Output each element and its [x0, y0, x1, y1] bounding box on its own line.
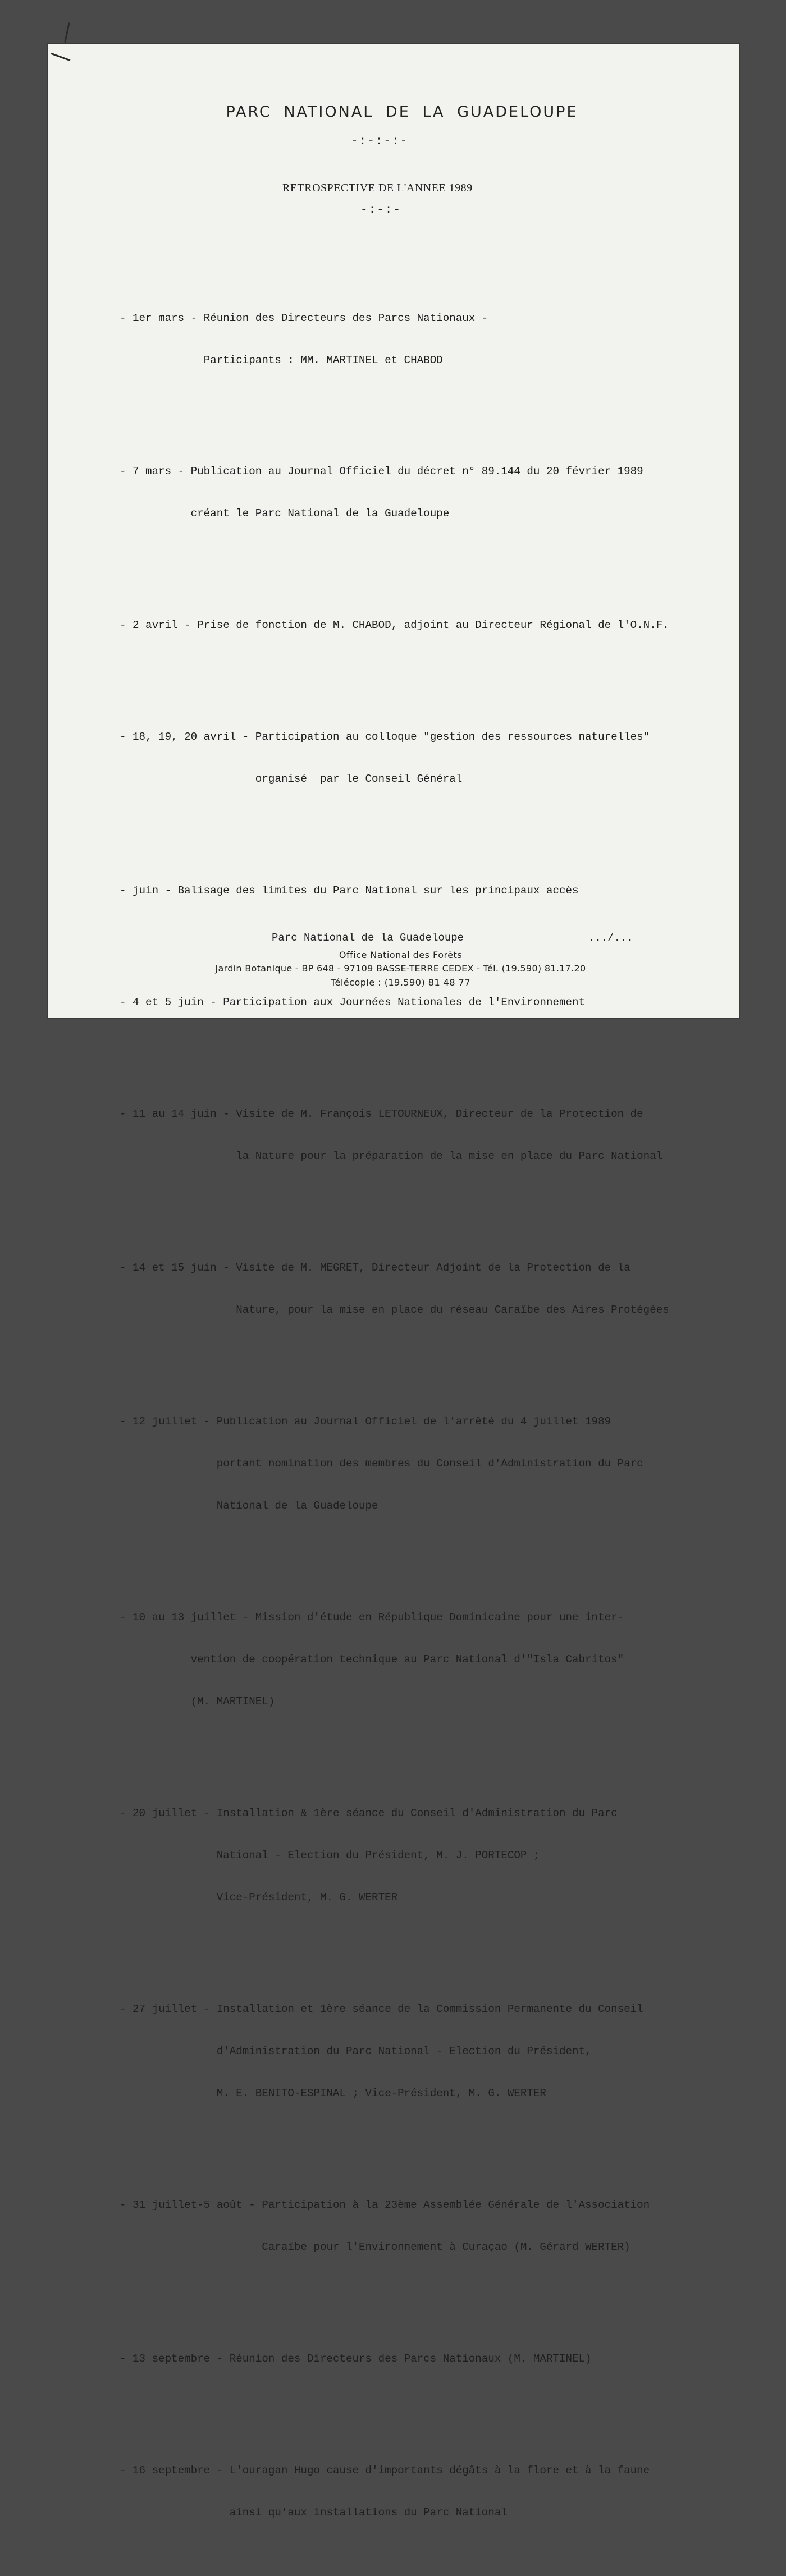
event-line: National de la Guadeloupe	[120, 1500, 378, 1512]
event-entry	[120, 590, 743, 661]
event-line: National - Election du Président, M. J. PORTECOP ;	[120, 1849, 540, 1862]
event-entry	[120, 1779, 743, 1933]
event-line: créant le Parc National de la Guadeloupe	[120, 507, 450, 520]
event-line: organisé par le Conseil Général	[120, 773, 463, 785]
event-entry	[120, 2436, 743, 2548]
event-line: - juin - Balisage des limites du Parc National sur les principaux accès	[120, 884, 579, 897]
footer-organization: Parc National de la Guadeloupe	[272, 932, 464, 944]
separator-bottom: -:-:-	[360, 204, 402, 217]
event-line: - 11 au 14 juin - Visite de M. François LETOURNEUX, Directeur de la Protection de	[120, 1108, 643, 1120]
event-line: Caraïbe pour l'Environnement à Curaçao (M. Gérard WERTER)	[120, 2241, 630, 2253]
footer-fax: Télécopie : (19.590) 81 48 77	[330, 977, 471, 988]
event-entry	[120, 856, 743, 926]
document-page	[48, 44, 739, 2519]
event-line: - 31 juillet-5 août - Participation à la 23ème Assemblée Générale de l'Association	[120, 2199, 650, 2211]
event-line: - 16 septembre - L'ouragan Hugo cause d'importants dégâts à la flore et à la faune	[120, 2464, 650, 2477]
event-line: - 7 mars - Publication au Journal Officiel du décret n° 89.144 du 20 février 1989	[120, 465, 643, 478]
event-line: - 20 juillet - Installation & 1ère séance du Conseil d'Administration du Parc	[120, 1807, 618, 1819]
event-line: (M. MARTINEL)	[120, 1695, 275, 1708]
event-line: - 27 juillet - Installation et 1ère séance de la Commission Permanente du Conseil	[120, 2003, 643, 2015]
event-entry	[120, 2324, 743, 2394]
event-entry	[120, 283, 743, 396]
continuation-marker: .../...	[588, 932, 633, 944]
event-line: Vice-Président, M. G. WERTER	[120, 1891, 398, 1904]
event-line: - 12 juillet - Publication au Journal Officiel de l'arrêté du 4 juillet 1989	[120, 1415, 611, 1428]
event-line: la Nature pour la préparation de la mise en place du Parc National	[120, 1150, 663, 1162]
event-line: Nature, pour la mise en place du réseau Caraïbe des Aires Protégées	[120, 1304, 669, 1316]
event-list	[120, 255, 743, 2576]
event-entry	[120, 1387, 743, 1541]
event-line: Participants : MM. MARTINEL et CHABOD	[120, 354, 443, 366]
event-line: - 10 au 13 juillet - Mission d'étude en République Dominicaine pour une inter-	[120, 1611, 624, 1624]
event-line: d'Administration du Parc National - Election du Président,	[120, 2045, 592, 2057]
event-entry	[120, 1974, 743, 2129]
event-line: - 18, 19, 20 avril - Participation au colloque "gestion des ressources naturelles"	[120, 731, 650, 743]
event-entry	[120, 1079, 743, 1191]
event-line: - 2 avril - Prise de fonction de M. CHABOD, adjoint au Directeur Régional de l'O.N.F.	[120, 619, 669, 631]
page-title: PARC NATIONAL DE LA GUADELOUPE	[226, 103, 578, 121]
event-line: - 13 septembre - Réunion des Directeurs des Parcs Nationaux (M. MARTINEL)	[120, 2353, 592, 2365]
event-entry	[120, 1233, 743, 1345]
event-line: ainsi qu'aux installations du Parc National	[120, 2506, 508, 2519]
event-line: portant nomination des membres du Conseil d'Administration du Parc	[120, 1457, 643, 1470]
event-entry	[120, 1583, 743, 1737]
event-entry	[120, 2170, 743, 2282]
footer-office: Office National des Forêts	[339, 950, 463, 960]
event-line: - 4 et 5 juin - Participation aux Journées Nationales de l'Environnement	[120, 996, 586, 1009]
staple-mark	[64, 22, 70, 43]
separator-top: -:-:-:-	[351, 135, 409, 148]
event-line: M. E. BENITO-ESPINAL ; Vice-Président, M. G. WERTER	[120, 2087, 546, 2100]
event-entry	[120, 437, 743, 549]
event-line: - 14 et 15 juin - Visite de M. MEGRET, Directeur Adjoint de la Protection de la	[120, 1262, 630, 1274]
staple-mark	[51, 53, 71, 61]
footer-address: Jardin Botanique - BP 648 - 97109 BASSE-TERRE CEDEX - Tél. (19.590) 81.17.20	[215, 963, 586, 974]
page-subtitle: RETROSPECTIVE DE L'ANNEE 1989	[282, 182, 473, 194]
event-entry	[120, 702, 743, 814]
event-line: - 1er mars - Réunion des Directeurs des Parcs Nationaux -	[120, 312, 488, 324]
event-line: vention de coopération technique au Parc National d'"Isla Cabritos"	[120, 1653, 624, 1666]
